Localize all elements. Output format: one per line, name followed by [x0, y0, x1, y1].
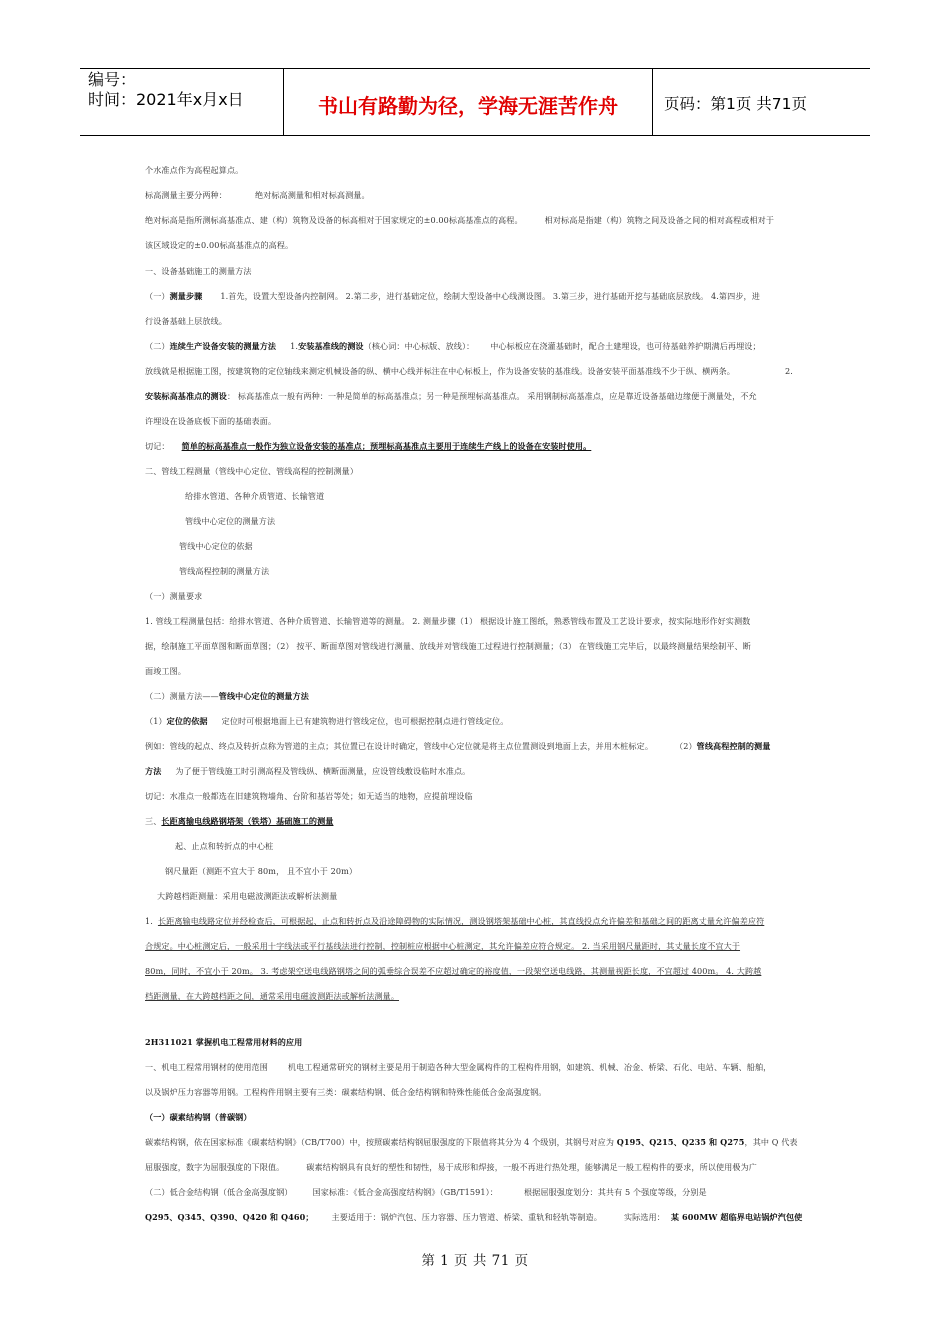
- text-span: 碳素结构钢具有良好的塑性和韧性，易于成形和焊接，一般不再进行热处理，能够满足一般工程构件的要求，所以使用极为广: [306, 1162, 757, 1172]
- bold-term: Q195、Q215、Q235 和 Q275: [616, 1137, 745, 1147]
- text-line: 管线中心定位的测量方法: [185, 516, 276, 526]
- text-span: （二）: [145, 341, 170, 351]
- bold-underlined-note: 简单的标高基准点一般作为独立设备安装的基准点；预埋标高基准点主要用于连续生产线上的设备在安装时使用。: [181, 441, 592, 451]
- text-span: 相对标高是指建（构）筑物之间及设备之间的相对高程或相对于: [544, 215, 775, 225]
- text-span: 绝对标高测量和相对标高测量。: [254, 190, 370, 200]
- text-line: 该区域设定的±0.00标高基准点的高程。: [145, 240, 294, 250]
- text-span: 屈服强度，数字为屈服强度的下限值。: [145, 1162, 285, 1172]
- text-line: 1. 管线工程测量包括：给排水管道、各种介质管道、长输管道等的测量。 2. 测量步骤（1） 根据设计施工图纸，熟悉管线布置及工艺设计要求，按实际地形作好实测数: [145, 616, 751, 626]
- text-span: 一、机电工程常用钢材的使用范围: [145, 1062, 268, 1072]
- text-line: [145, 691, 309, 702]
- bold-term: 管线中心定位的测量方法: [218, 691, 309, 701]
- text-line: 个水准点作为高程起算点。: [145, 165, 244, 175]
- text-span: 绝对标高是指所测标高基准点、建（构）筑物及设备的标高相对于国家规定的±0.00标高基准点的高程。: [145, 215, 523, 225]
- document-number-label: 编号：: [88, 70, 137, 89]
- header-motto: 书山有路勤为径，学海无涯苦作舟: [318, 94, 618, 118]
- text-line: [145, 441, 591, 452]
- topic-heading: 2H311021 掌握机电工程常用材料的应用: [145, 1037, 303, 1047]
- text-line: [145, 1162, 757, 1173]
- text-line: [145, 291, 760, 302]
- section-heading: 一、设备基础施工的测量方法: [145, 266, 252, 276]
- text-line: 管线中心定位的依据: [179, 541, 253, 551]
- text-span: ，其中 Q 代表: [744, 1137, 798, 1147]
- text-line: [145, 766, 470, 777]
- bold-term: 某 600MW 超临界电站锅炉汽包使: [670, 1212, 803, 1222]
- underlined-text: 长距离输电线路定位并经检查后，可根据起、止点和转折点及沿途障碍物的实际情况，测设钢塔架基础中心桩，其直线投点允许偏差和基础之间的距离丈量允许偏差应符: [157, 916, 765, 926]
- header-page-info: 页码：第1页 共71页: [664, 95, 808, 113]
- underlined-text-line: 档距测量，在大跨越档距之间，通常采用电磁波测距法或解析法测量。: [145, 991, 400, 1001]
- text-line: [145, 916, 764, 927]
- section-heading: 二、管线工程测量（管线中心定位、管线高程的控制测量）: [145, 466, 359, 476]
- text-line: [145, 366, 793, 377]
- bold-term: 连续生产设备安装的测量方法: [169, 341, 277, 351]
- text-span: （2）: [675, 741, 697, 751]
- bold-term: 方法: [145, 766, 162, 776]
- text-line: 给排水管道、各种介质管道、长输管道: [185, 491, 325, 501]
- text-span: 定位时可根据地面上已有建筑物进行管线定位，也可根据控制点进行管线定位。: [221, 716, 509, 726]
- text-span: 根据屈服强度划分：其共有 5 个强度等级，分别是: [523, 1187, 707, 1197]
- text-span: ： 标高基准点一般有两种：一种是简单的标高基准点；另一种是预埋标高基准点。 采用钢制标高基准点，应是靠近设备基础边缘便于测量处，不允: [226, 391, 757, 401]
- text-span: 三、: [145, 816, 162, 826]
- text-span: 2.: [784, 366, 793, 376]
- text-span: 碳素结构钢，依在国家标准《碳素结构钢》（CB/T700）中，按照碳素结构钢屈服强度的下限值将其分为 4 个级别，其钢号对应为: [145, 1137, 617, 1147]
- text-line: 管线高程控制的测量方法: [179, 566, 270, 576]
- section-heading: [145, 816, 333, 827]
- underlined-text-line: 80m，同时，不宜小于 20m。 3. 考虑架空送电线路钢塔之间的弧垂综合误差不应超过确定的裕度值，一段架空送电线路，其测量视距长度，不宜超过 400m。 4. 大跨越: [145, 966, 762, 976]
- text-span: 机电工程通常研究的钢材主要是用于制造各种大型金属构件的工程构件用钢，如建筑、机械、冶金、桥梁、石化、电站、车辆、船舶，: [287, 1062, 772, 1072]
- text-line: 大跨越档距测量：采用电磁波测距法或解析法测量: [157, 891, 338, 901]
- text-line: 面竣工图。: [145, 666, 186, 676]
- page-footer: 第 1 页 共 71 页: [421, 1253, 529, 1269]
- bold-term: 安装基准线的测设: [298, 341, 364, 351]
- bold-term: 测量步骤: [169, 291, 203, 301]
- text-span: （1）: [145, 716, 167, 726]
- text-span: 中心标板应在浇灌基础时，配合土建埋设，也可待基础养护期满后再埋设；: [490, 341, 761, 351]
- text-line: 行设备基础上层放线。: [145, 316, 227, 326]
- header-top-rule: [80, 68, 870, 69]
- text-line: [145, 716, 508, 727]
- text-span: 为了便于管线施工时引测高程及管线纵、横断面测量，应设管线敷设临时水准点。: [175, 766, 471, 776]
- text-span: 切记：: [145, 441, 170, 451]
- text-line: 许埋设在设备底板下面的基础表面。: [145, 416, 277, 426]
- text-line: 据，绘制施工平面草图和断面草图；（2） 按平、断面草图对管线进行测量、放线并对管线施工过程进行控制测量；（3） 在管线施工完毕后，以最终测量结果绘制平、断: [145, 641, 751, 651]
- text-span: 1.: [145, 916, 153, 926]
- bold-term: 管线高程控制的测量: [696, 741, 771, 751]
- text-line: 切记：水准点一般都选在旧建筑物墙角、台阶和基岩等处；如无适当的地物，应提前埋设临: [145, 791, 473, 801]
- text-span: 放线就是根据施工图，按建筑物的定位轴线来测定机械设备的纵、横中心线并标注在中心标板上，作为设备安装的基准线。设备安装平面基准线不少于纵、横两条。: [145, 366, 735, 376]
- bold-term: Q295、Q345、Q390、Q420 和 Q460；: [145, 1212, 314, 1222]
- text-span: 实际选用：: [623, 1212, 665, 1222]
- text-line: [145, 1187, 707, 1198]
- text-line: [145, 1062, 771, 1073]
- text-span: （一）: [145, 291, 170, 301]
- text-line: [145, 741, 770, 752]
- subsection-heading: （一）测量要求: [145, 591, 203, 601]
- text-span: 1.: [290, 341, 299, 351]
- text-line: 起、止点和转折点的中心桩: [175, 841, 274, 851]
- text-span: （核心词：中心标版、放线）：: [363, 341, 475, 351]
- text-line: 钢尺量距（测距不宜大于 80m， 且不宜小于 20m）: [165, 866, 358, 876]
- text-line: [145, 1212, 802, 1223]
- text-span: 1.首先，设置大型设备内控制网。 2.第二步，进行基础定位，绘制大型设备中心线测设图。 3.第三步，进行基础开挖与基础底层放线。 4.第四步，进: [220, 291, 760, 301]
- text-line: [145, 391, 757, 402]
- text-line: [145, 190, 370, 201]
- text-span: 标高测量主要分两种：: [145, 190, 227, 200]
- underlined-text-line: 合规定。中心桩测定后，一般采用十字线法或平行基线法进行控制，控制桩应根据中心桩测定，其允许偏差应符合规定。 2. 当采用钢尺量距时，其丈量长度不宜大于: [145, 941, 741, 951]
- bold-term: 安装标高基准点的测设: [145, 391, 227, 401]
- text-span: 例如：管线的起点、终点及转折点称为管道的主点；其位置已在设计时确定，管线中心定位就是将主点位置测设到地面上去，并用木桩标定。: [145, 741, 654, 751]
- text-span: 主要适用于：锅炉汽包、压力容器、压力管道、桥梁、重轨和轻轨等制造。: [331, 1212, 602, 1222]
- text-span: （二）低合金结构钢（低合金高强度钢）: [145, 1187, 293, 1197]
- subsection-heading: （一）碳素结构钢（普碳钢）: [145, 1112, 252, 1122]
- text-line: [145, 215, 774, 226]
- text-line: [145, 1137, 798, 1148]
- document-time-label: 时间：2021年x月x日: [88, 90, 244, 109]
- header-bottom-rule: [80, 135, 870, 136]
- text-span: （二）测量方法——: [145, 691, 219, 701]
- text-line: [145, 341, 761, 352]
- bold-underlined-heading: 长距离输电线路钢塔架（铁塔）基础施工的测量: [161, 816, 334, 826]
- text-line: 以及锅炉压力容器等用钢。工程构件用钢主要有三类：碳素结构钢、低合金结构钢和特殊性能低合金高强度钢。: [145, 1087, 547, 1097]
- header-divider-right: [652, 68, 653, 136]
- bold-term: 定位的依据: [166, 716, 208, 726]
- header-divider-left: [283, 68, 284, 136]
- text-span: 国家标准：《低合金高强度结构钢》（GB/T1591）：: [312, 1187, 498, 1197]
- header-meta: [88, 70, 244, 110]
